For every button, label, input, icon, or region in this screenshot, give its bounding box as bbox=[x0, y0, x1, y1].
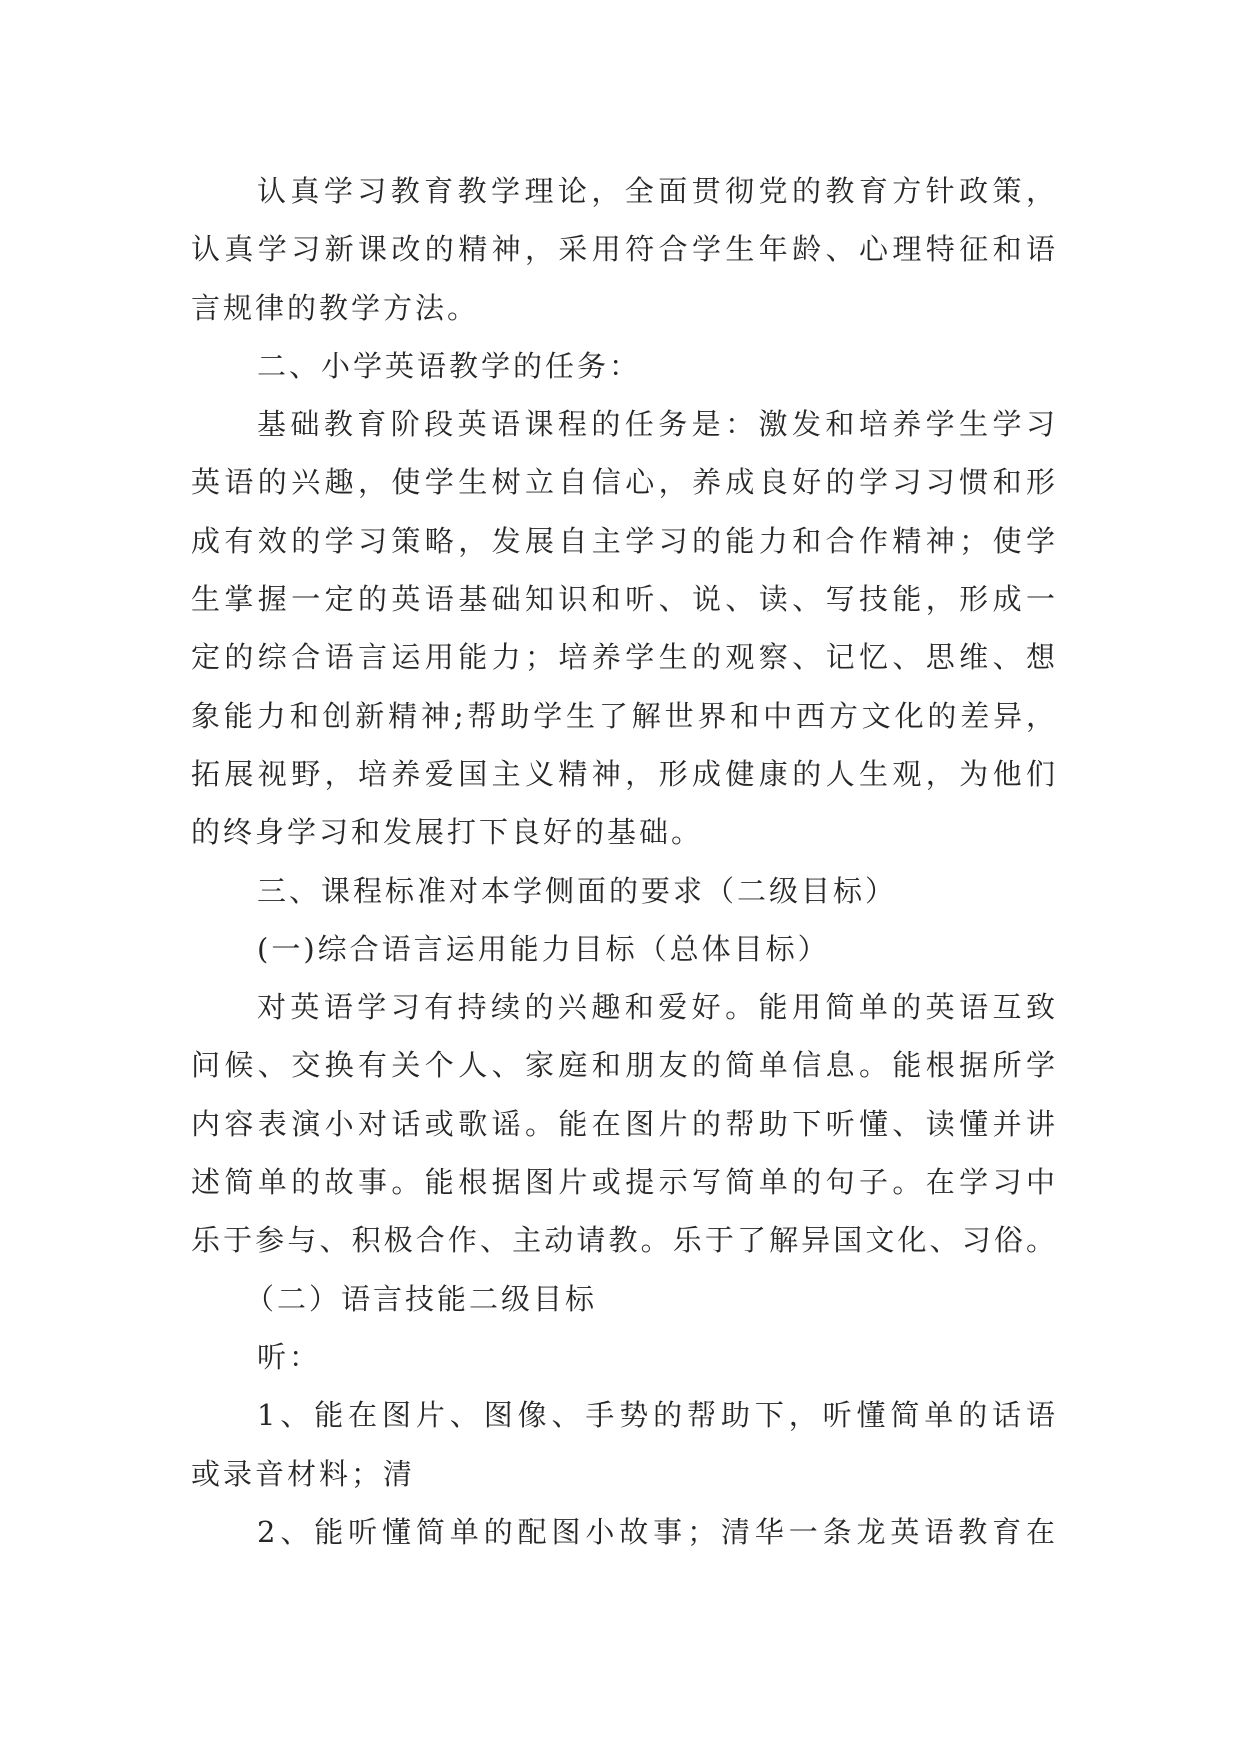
text-line: 的终身学习和发展打下良好的基础。 bbox=[191, 815, 704, 850]
body-text bbox=[191, 162, 1058, 1561]
text-line: 英语的兴趣，使学生树立自信心，养成良好的学习习惯和形 bbox=[191, 465, 1058, 500]
text-line: 基础教育阶段英语课程的任务是：激发和培养学生学习 bbox=[257, 407, 1058, 442]
text-line: 内容表演小对话或歌谣。能在图片的帮助下听懂、读懂并讲 bbox=[191, 1106, 1058, 1141]
text-line: 定的综合语言运用能力；培养学生的观察、记忆、思维、想 bbox=[191, 640, 1058, 675]
text-line: 述简单的故事。能根据图片或提示写简单的句子。在学习中 bbox=[191, 1165, 1058, 1200]
text-line: 言规律的教学方法。 bbox=[191, 290, 480, 325]
list-item: 1、能在图片、图像、手势的帮助下，听懂简单的话语 bbox=[257, 1398, 1058, 1433]
text-line: 拓展视野，培养爱国主义精神，形成健康的人生观，为他们 bbox=[191, 756, 1058, 791]
subsection-heading: (一)综合语言运用能力目标（总体目标） bbox=[257, 931, 830, 966]
text-line: 或录音材料；清 bbox=[191, 1456, 416, 1491]
text-line: 问候、交换有关个人、家庭和朋友的简单信息。能根据所学 bbox=[191, 1048, 1058, 1083]
section-heading: 三、课程标准对本学侧面的要求（二级目标） bbox=[257, 873, 898, 908]
list-item: 2、能听懂简单的配图小故事；清华一条龙英语教育在 bbox=[257, 1514, 1058, 1549]
item-heading: 听： bbox=[257, 1339, 322, 1374]
text-line: 认真学习教育教学理论，全面贯彻党的教育方针政策， bbox=[257, 174, 1058, 208]
subsection-heading: （二）语言技能二级目标 bbox=[245, 1281, 598, 1316]
text-line: 成有效的学习策略，发展自主学习的能力和合作精神；使学 bbox=[191, 523, 1058, 558]
text-line: 生掌握一定的英语基础知识和听、说、读、写技能，形成一 bbox=[191, 582, 1058, 617]
text-line: 对英语学习有持续的兴趣和爱好。能用简单的英语互致 bbox=[257, 990, 1058, 1025]
section-heading: 二、小学英语教学的任务： bbox=[257, 348, 642, 383]
text-line: 象能力和创新精神;帮助学生了解世界和中西方文化的差异， bbox=[191, 698, 1058, 733]
text-line: 认真学习新课改的精神，采用符合学生年龄、心理特征和语 bbox=[191, 232, 1058, 267]
text-line: 乐于参与、积极合作、主动请教。乐于了解异国文化、习俗。 bbox=[191, 1223, 1058, 1258]
